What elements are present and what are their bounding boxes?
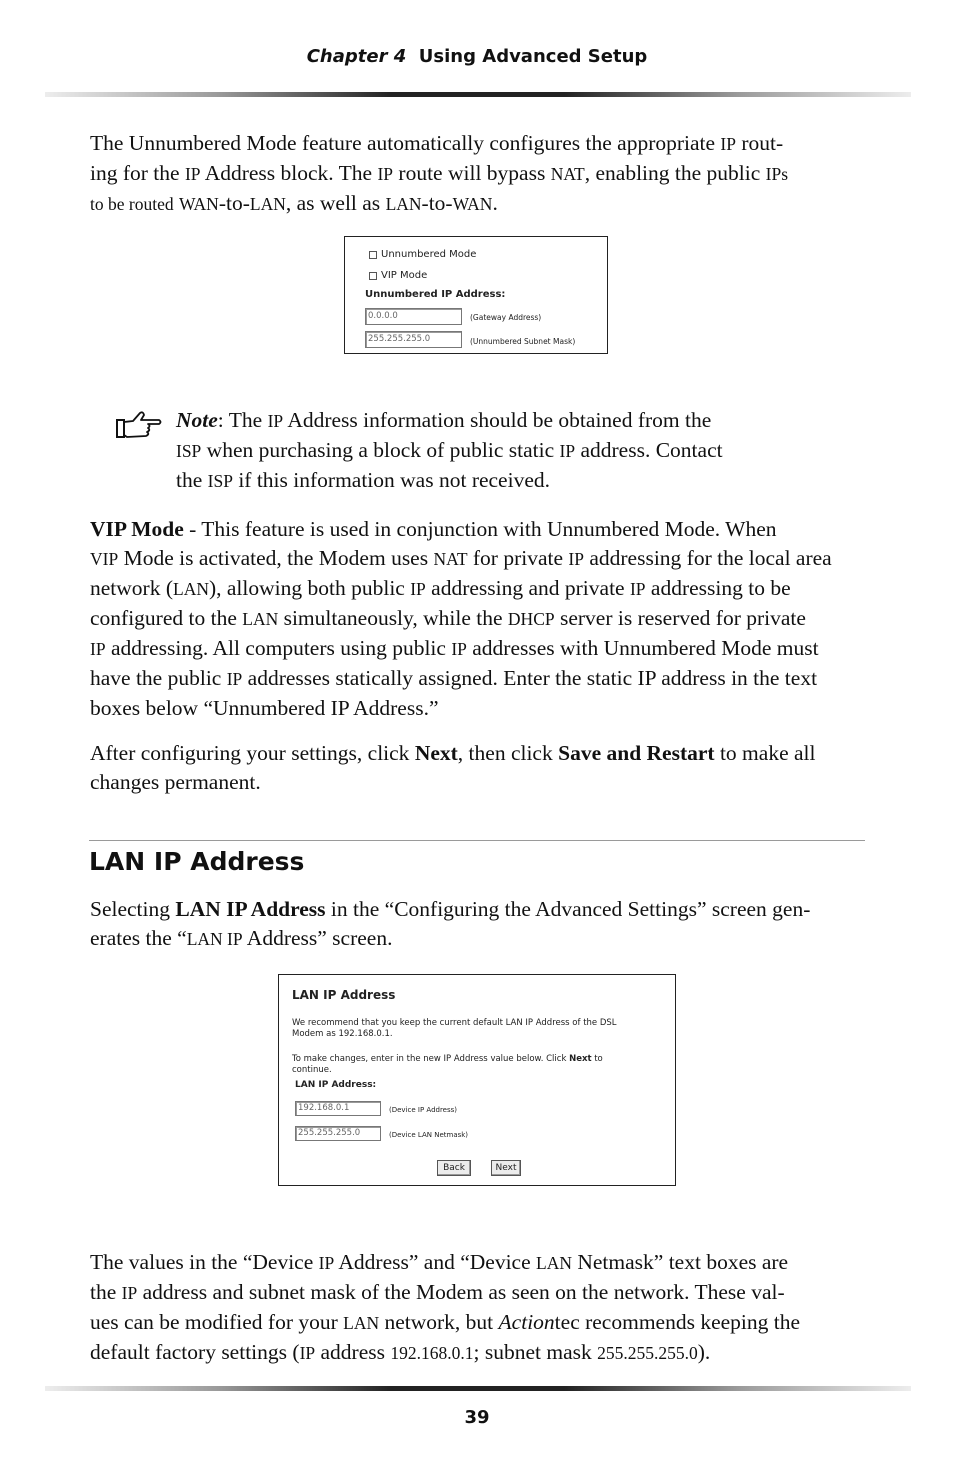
running-header [0, 46, 954, 67]
device-netmask-hint: (Device LAN Netmask) [389, 1131, 469, 1139]
selecting-paragraph: Selecting LAN IP Address in the “Configuring the Advanced Settings” screen gen- erates the “LAN IP Address” screen. [90, 897, 811, 950]
note-block: Note: The IP Address information should be obtained from the ISP when purchasing a block of public static IP address. Contact the ISP if this information was not received. [176, 408, 723, 492]
unnumbered-subnet-field[interactable]: 255.255.255.0 [365, 331, 462, 348]
unnumbered-mode-checkbox[interactable] [369, 251, 377, 259]
note-label: Note [176, 408, 218, 432]
unnumbered-mode-label: Unnumbered Mode [381, 249, 477, 260]
chapter-label: Chapter 4 [306, 46, 407, 67]
next-button[interactable]: Next [491, 1160, 521, 1176]
back-button[interactable]: Back [437, 1160, 471, 1176]
lan-ip-field-label: LAN IP Address: [295, 1080, 377, 1090]
pointing-hand-icon [115, 408, 163, 442]
lan-ip-address-screenshot [278, 974, 676, 1186]
unnumbered-mode-option[interactable] [369, 249, 476, 260]
closing-paragraph: The values in the “Device IP Address” and “Device LAN Netmask” text boxes are the IP address and subnet mask of the Modem as seen on the network. These val- ues can be modified for your LAN network, but Actiontec recommends keeping the default factory settings (IP address 192.168.0.1; subnet mask 255.255.255.0). [90, 1250, 801, 1364]
instructions-text: To make changes, enter in the new IP Address value below. Click Next to continue. [292, 1054, 603, 1075]
unnumbered-subnet-hint: (Unnumbered Subnet Mask) [470, 337, 576, 346]
footer-rule [45, 1386, 911, 1391]
device-ip-hint: (Device IP Address) [389, 1106, 458, 1114]
page-number: 39 [464, 1407, 490, 1428]
gateway-address-hint: (Gateway Address) [470, 313, 542, 322]
after-config-paragraph: After configuring your settings, click Next, then click Save and Restart to make all changes permanent. [90, 741, 816, 794]
lan-ip-screen-title: LAN IP Address [292, 988, 396, 1002]
section-heading: LAN IP Address [89, 847, 305, 876]
unnumbered-mode-screenshot [344, 236, 608, 354]
gateway-address-field[interactable]: 0.0.0.0 [365, 308, 462, 325]
section-divider [89, 840, 865, 841]
vip-mode-checkbox[interactable] [369, 272, 377, 280]
vip-mode-paragraph: VIP Mode - This feature is used in conjunction with Unnumbered Mode. When VIP Mode is activated, the Modem uses NAT for private IP addressing for the local area network (LAN), allowing both public IP addressing and private IP addressing to be configured to the LAN simultaneously, while the DHCP server is reserved for private IP addressing. All computers using public IP addresses with Unnumbered Mode must have the public IP addresses statically assigned. Enter the static IP address in the text boxes below “Unnumbered IP Address.” [90, 517, 832, 720]
vip-mode-option[interactable] [369, 270, 427, 281]
recommend-text: We recommend that you keep the current default LAN IP Address of the DSL Modem as 192.168.0.1. [292, 1018, 617, 1039]
header-rule [45, 92, 911, 97]
vip-mode-label: VIP Mode [381, 270, 428, 281]
vip-mode-term: VIP Mode [90, 517, 184, 541]
device-netmask-field[interactable]: 255.255.255.0 [295, 1126, 381, 1141]
device-ip-field[interactable]: 192.168.0.1 [295, 1101, 381, 1116]
chapter-title: Using Advanced Setup [418, 46, 648, 67]
unnumbered-ip-title: Unnumbered IP Address: [365, 289, 506, 300]
intro-paragraph: The Unnumbered Mode feature automatically configures the appropriate IP rout- ing for the IP Address block. The IP route will bypass NAT, enabling the public IPs to be routed WAN-to-LAN, as well as LAN-to-WAN. [90, 131, 789, 215]
